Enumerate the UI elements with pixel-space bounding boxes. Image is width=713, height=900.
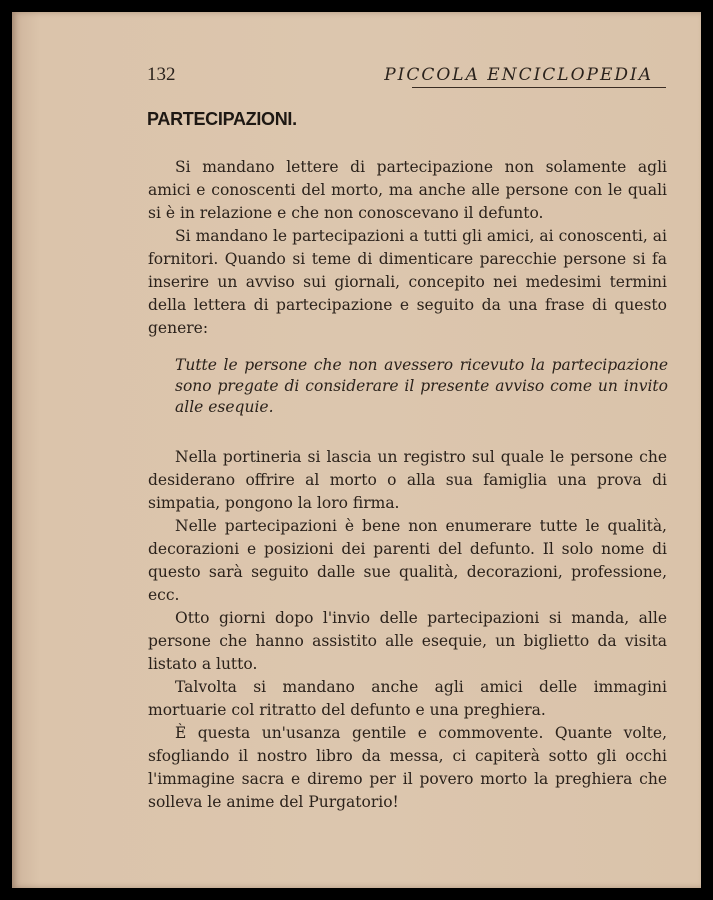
body-text-before	[148, 156, 667, 340]
paragraph: Si mandano le partecipazioni a tutti gli amici, ai conoscenti, ai fornitori. Quando si teme di dimenticare parecchie persone si fa inserire un avviso sui giornali, concepito nei medesimi termini della lettera di partecipazione e seguito da una frase di questo genere:	[148, 227, 667, 337]
section-title: PARTECIPAZIONI.	[147, 109, 297, 129]
running-title: PICCOLA ENCICLOPEDIA	[384, 65, 653, 85]
paragraph: È questa un'usanza gentile e commovente. Quante volte, sfogliando il nostro libro da messa, ci capiterà sotto gli occhi l'immagine sacra e diremo per il povero morto la preghiera che solleva le anime del Purgatorio!	[148, 724, 667, 811]
quote-text: Tutte le persone che non avessero ricevuto la partecipazione sono pregate di considerare il presente avviso come un invito alle esequie.	[175, 356, 668, 416]
paragraph: Talvolta si mandano anche agli amici delle immagini mortuarie col ritratto del defunto e una preghiera.	[148, 678, 667, 719]
book-page	[12, 12, 701, 888]
paragraph: Nella portineria si lascia un registro sul quale le persone che desiderano offrire al morto o alla sua famiglia una prova di simpatia, pongono la loro firma.	[148, 448, 667, 512]
paragraph: Nelle partecipazioni è bene non enumerare tutte le qualità, decorazioni e posizioni dei parenti del defunto. Il solo nome di questo sarà seguito dalle sue qualità, decorazioni, professione, ecc.	[148, 517, 667, 604]
paragraph: Si mandano lettere di partecipazione non solamente agli amici e conoscenti del morto, ma anche alle persone con le quali si è in relazione e che non conoscevano il defunto.	[148, 158, 667, 222]
block-quote	[175, 355, 668, 418]
body-text-after	[148, 446, 667, 814]
paragraph: Otto giorni dopo l'invio delle partecipazioni si manda, alle persone che hanno assistito alle esequie, un biglietto da visita listato a lutto.	[148, 609, 667, 673]
page-number: 132	[147, 64, 176, 85]
header-rule	[412, 87, 666, 88]
